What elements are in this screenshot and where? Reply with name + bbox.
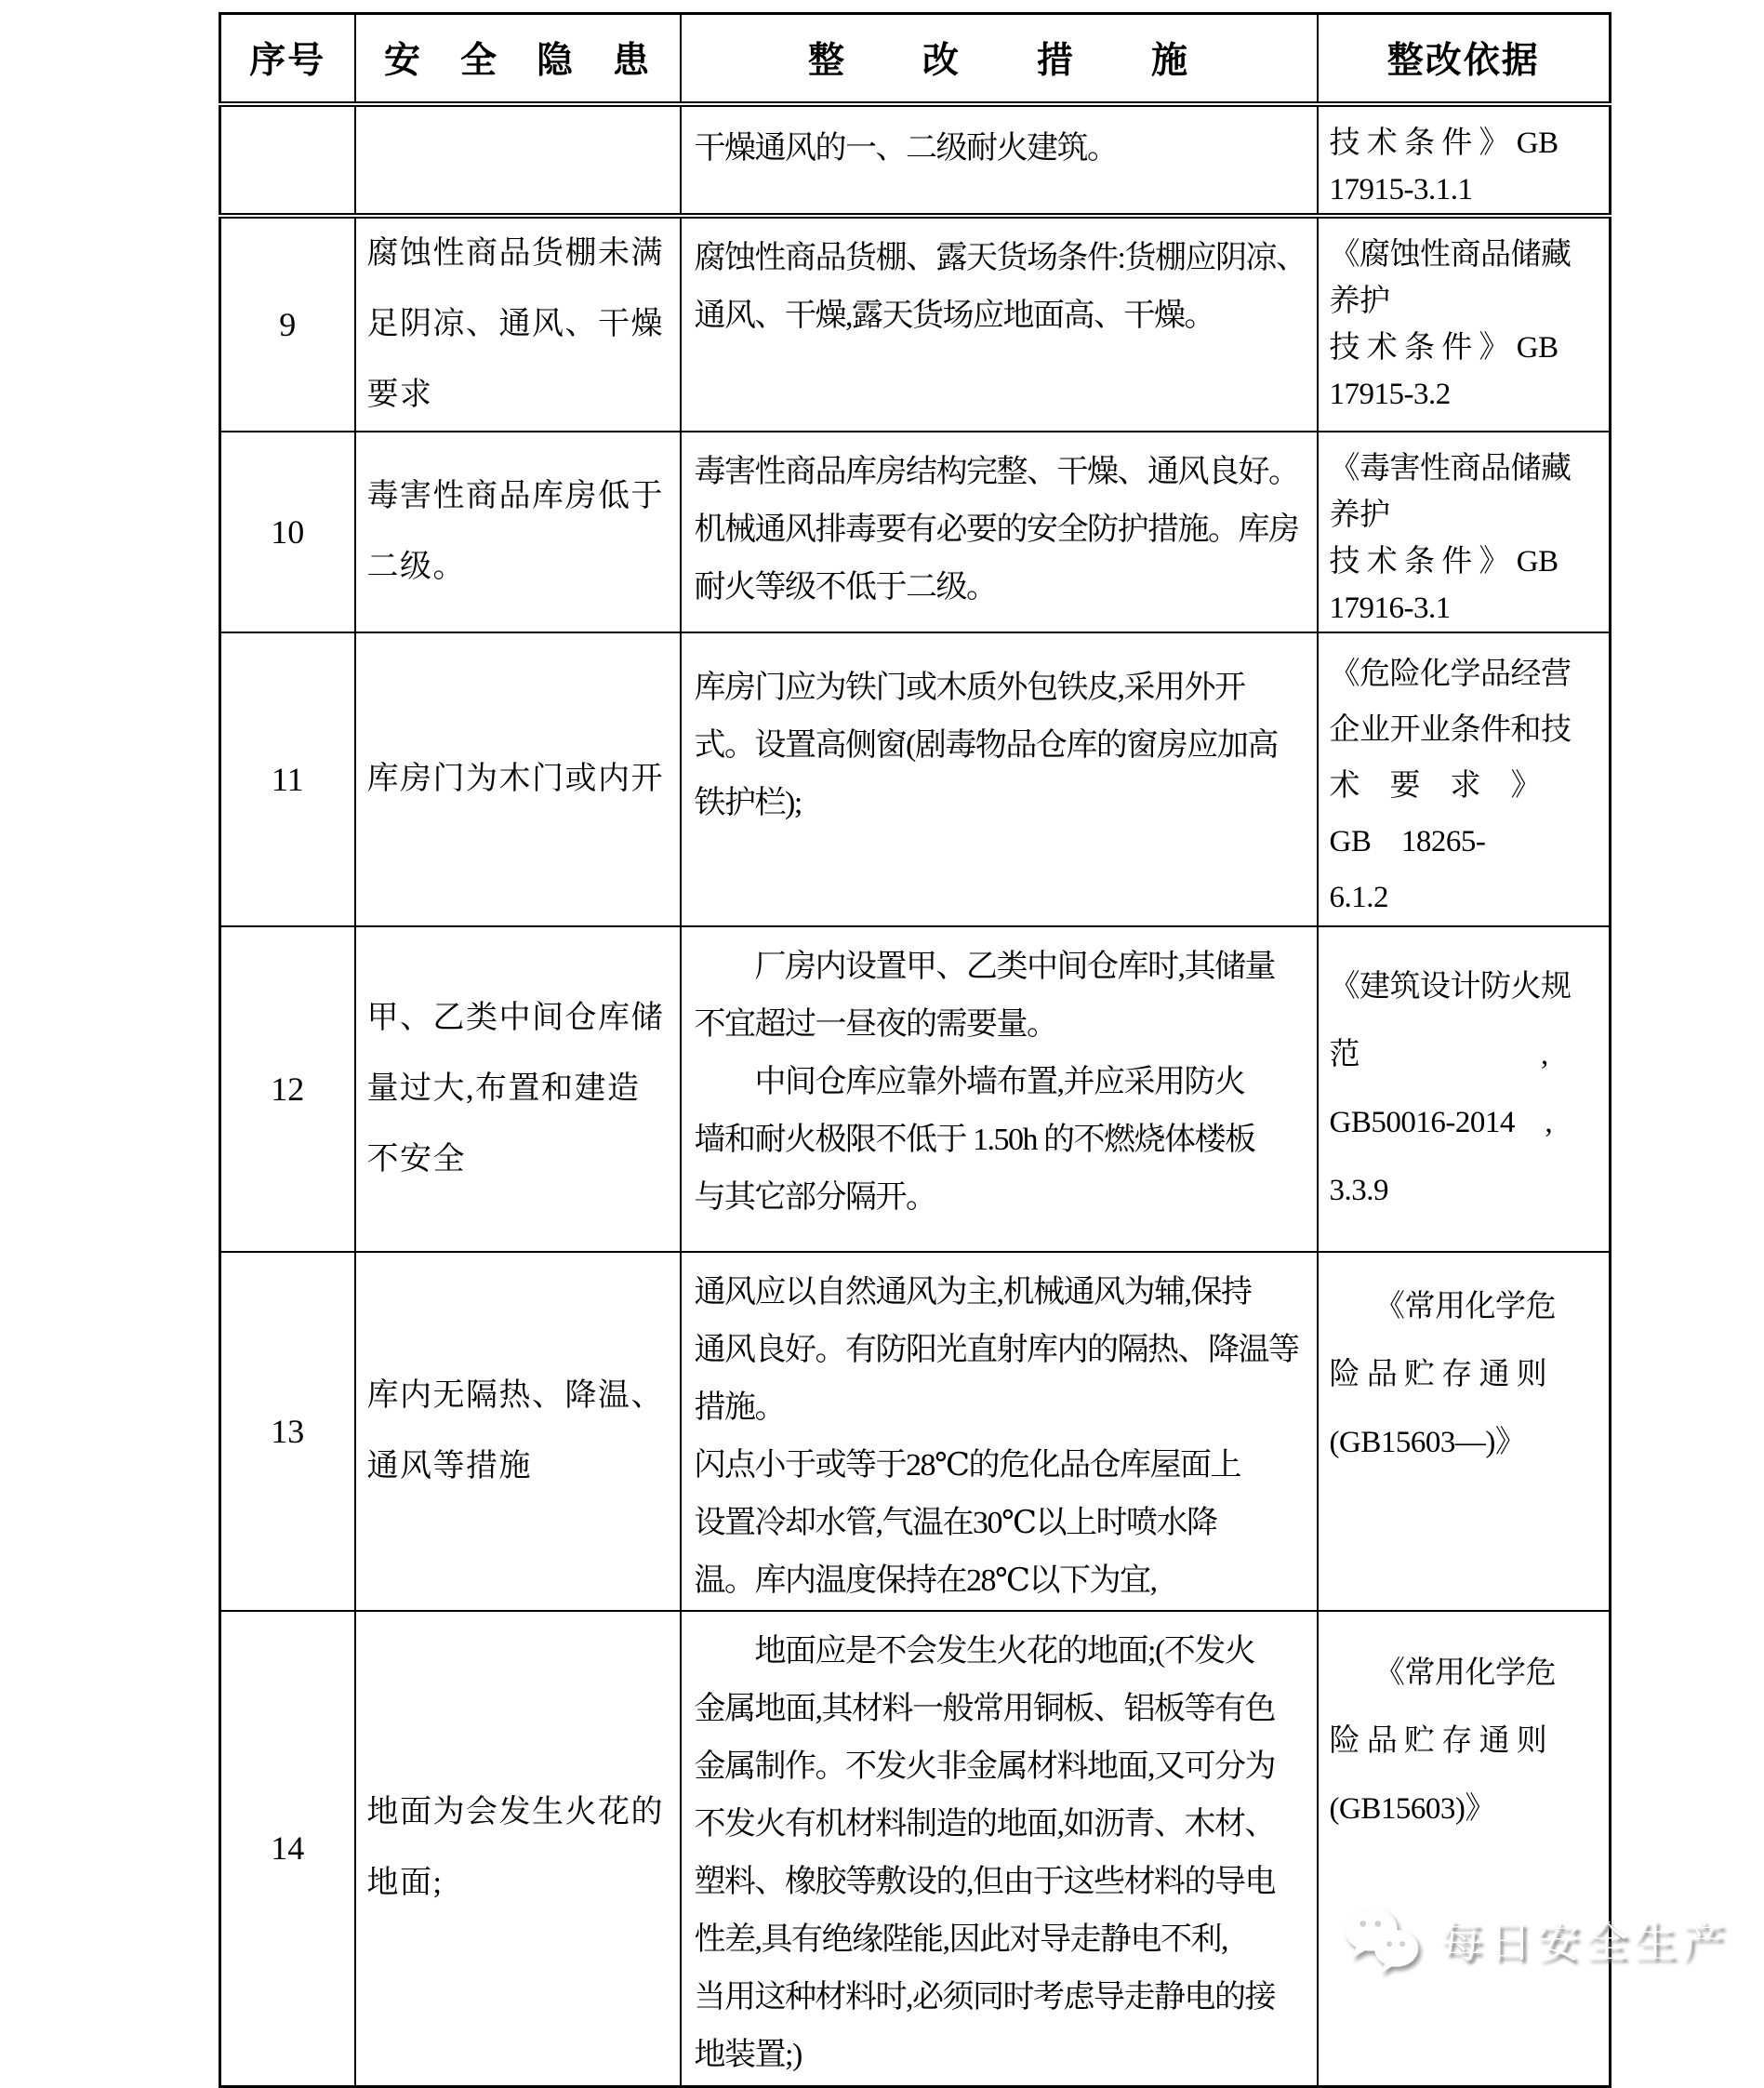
cell-rectification-basis [1318, 632, 1611, 926]
column-header: 整 改 措 施 [681, 14, 1318, 104]
cell-serial-number: 12 [220, 926, 355, 1252]
text-line: 毒害性商品库房低于 [366, 478, 664, 513]
text-line: 库内无隔热、降温、 [366, 1377, 664, 1413]
text-line: 不宜超过一昼夜的需要量。 [694, 1006, 1057, 1042]
text-line: 温。库内温度保持在28℃以下为宜, [694, 1563, 1157, 1598]
text-line: 《毒害性商品储藏 [1329, 451, 1572, 485]
text-line: 腐蚀性商品货棚未满 [366, 235, 664, 271]
text-line: 铁护栏); [694, 785, 802, 820]
cell-safety-hazard [355, 926, 681, 1252]
text-line: 闪点小于或等于28℃的危化品仓库屋面上 [694, 1447, 1241, 1483]
text-line: GB 18265- [1329, 824, 1486, 858]
text-line: 金属地面,其材料一般常用铜板、铝板等有色 [694, 1691, 1275, 1726]
text-line: 足阴凉、通风、干燥 [366, 306, 664, 341]
text-line: 《建筑设计防火规 [1329, 969, 1572, 1004]
text-line: 6.1.2 [1329, 880, 1388, 914]
table-row [220, 104, 1611, 216]
text-line: 库房门为木门或内开 [366, 761, 664, 796]
text-line: 通风等措施 [366, 1448, 532, 1483]
table-row [220, 632, 1611, 926]
text-line: 金属制作。不发火非金属材料地面,又可分为 [694, 1749, 1275, 1784]
text-line: 不发火有机材料制造的地面,如沥青、木材、 [694, 1806, 1275, 1842]
text-line: 通风良好。有防阳光直射库内的隔热、降温等 [694, 1332, 1299, 1367]
text-line: 通风应以自然通风为主,机械通风为辅,保持 [694, 1274, 1252, 1310]
cell-rectification-measures [681, 216, 1318, 432]
cell-safety-hazard [355, 1252, 681, 1611]
text-line: 技 术 条 件 》 GB [1329, 544, 1558, 579]
cell-rectification-measures [681, 926, 1318, 1252]
cell-safety-hazard [355, 216, 681, 432]
column-header: 序号 [220, 14, 355, 104]
text-line: 地面为会发生火花的 [366, 1795, 664, 1830]
text-line: 地面; [366, 1866, 444, 1901]
cell-serial-number: 10 [220, 432, 355, 632]
text-line: GB50016-2014 , [1329, 1105, 1553, 1139]
cell-rectification-measures [681, 432, 1318, 632]
text-line: 17916-3.1 [1329, 591, 1451, 625]
text-line: 企业开业条件和技 [1329, 712, 1572, 747]
text-line: 二级。 [366, 549, 466, 584]
text-line: 技 术 条 件 》 GB [1329, 126, 1558, 160]
text-line: 厂房内设置甲、乙类中间仓库时,其储量 [694, 949, 1275, 984]
text-line: 《常用化学危 [1329, 1289, 1556, 1323]
text-line: 17915-3.2 [1329, 377, 1451, 411]
table-body [220, 104, 1611, 2087]
watermark [1339, 1883, 1730, 1995]
text-line: 养护 [1329, 498, 1390, 532]
text-line: 机械通风排毒要有必要的安全防护措施。库房 [694, 512, 1299, 547]
text-line: 技 术 条 件 》 GB [1329, 330, 1558, 365]
text-line: 地面应是不会发生火花的地面;(不发火 [694, 1633, 1255, 1669]
cell-safety-hazard [355, 1611, 681, 2087]
text-line: 中间仓库应靠外墙布置,并应采用防火 [694, 1064, 1245, 1099]
table-header [220, 14, 1611, 104]
wechat-icon [1339, 1900, 1427, 1979]
text-line: 毒害性商品库房结构完整、干燥、通风良好。 [694, 454, 1299, 489]
cell-serial-number: 14 [220, 1611, 355, 2087]
watermark-text: 每日安全生产 [1440, 1918, 1731, 1966]
text-line: 措施。 [694, 1390, 785, 1425]
table-row [220, 432, 1611, 632]
text-line: 式。设置高侧窗(剧毒物品仓库的窗房应加高 [694, 727, 1278, 763]
cell-serial-number: 9 [220, 216, 355, 432]
cell-serial-number: 11 [220, 632, 355, 926]
text-line: 当用这种材料时,必须同时考虑导走静电的接 [694, 1979, 1275, 2015]
cell-safety-hazard [355, 432, 681, 632]
cell-rectification-basis [1318, 926, 1611, 1252]
cell-safety-hazard [355, 632, 681, 926]
table-row [220, 1611, 1611, 2087]
cell-safety-hazard [355, 104, 681, 216]
text-line: 性差,具有绝缘陛能,因此对导走静电不利, [694, 1922, 1227, 1957]
text-line: 《腐蚀性商品储藏 [1329, 237, 1572, 272]
text-line: 险 品 贮 存 通 则 [1329, 1723, 1547, 1758]
text-line: 与其它部分隔开。 [694, 1179, 936, 1215]
text-line: 养护 [1329, 284, 1390, 318]
text-line: 范 , [1329, 1037, 1548, 1071]
text-line: 地装置;) [694, 2037, 802, 2072]
table-row [220, 216, 1611, 432]
cell-rectification-measures [681, 1611, 1318, 2087]
cell-rectification-measures [681, 632, 1318, 926]
cell-rectification-basis [1318, 1611, 1611, 2087]
safety-hazard-table [219, 12, 1611, 2088]
text-line: 量过大,布置和建造 [366, 1071, 641, 1106]
cell-rectification-measures [681, 104, 1318, 216]
column-header: 整改依据 [1318, 14, 1611, 104]
cell-serial-number [220, 104, 355, 216]
text-line: 要求 [366, 377, 433, 412]
text-line: 17915-3.1.1 [1329, 172, 1473, 206]
text-line: 库房门应为铁门或木质外包铁皮,采用外开 [694, 670, 1245, 705]
text-line: 腐蚀性商品货棚、露天货场条件:货棚应阴凉、 [694, 240, 1306, 275]
cell-rectification-basis [1318, 216, 1611, 432]
text-line: (GB15603)》 [1329, 1791, 1495, 1826]
text-line: 《常用化学危 [1329, 1656, 1556, 1690]
text-line: 墙和耐火极限不低于 1.50h 的不燃烧体楼板 [694, 1122, 1255, 1157]
text-line: 设置冷却水管,气温在30℃以上时喷水降 [694, 1505, 1217, 1540]
text-line: 术 要 求 》 [1329, 768, 1541, 803]
column-header: 安 全 隐 患 [355, 14, 681, 104]
table-row [220, 926, 1611, 1252]
table-row [220, 1252, 1611, 1611]
text-line: 塑料、橡胶等敷设的,但由于这些材料的导电 [694, 1864, 1275, 1899]
cell-serial-number: 13 [220, 1252, 355, 1611]
text-line: 不安全 [366, 1141, 466, 1177]
text-line: 《危险化学品经营 [1329, 657, 1572, 691]
text-line: (GB15603—)》 [1329, 1425, 1526, 1459]
text-line: 干燥通风的一、二级耐火建筑。 [694, 130, 1118, 166]
header-row [220, 14, 1611, 104]
text-line: 甲、乙类中间仓库储 [366, 1000, 664, 1035]
text-line: 3.3.9 [1329, 1173, 1388, 1207]
text-line: 通风、干燥,露天货场应地面高、干燥。 [694, 298, 1214, 333]
text-line: 险 品 贮 存 通 则 [1329, 1357, 1547, 1391]
cell-rectification-basis [1318, 432, 1611, 632]
cell-rectification-measures [681, 1252, 1318, 1611]
cell-rectification-basis [1318, 104, 1611, 216]
text-line: 耐火等级不低于二级。 [694, 569, 997, 605]
cell-rectification-basis [1318, 1252, 1611, 1611]
